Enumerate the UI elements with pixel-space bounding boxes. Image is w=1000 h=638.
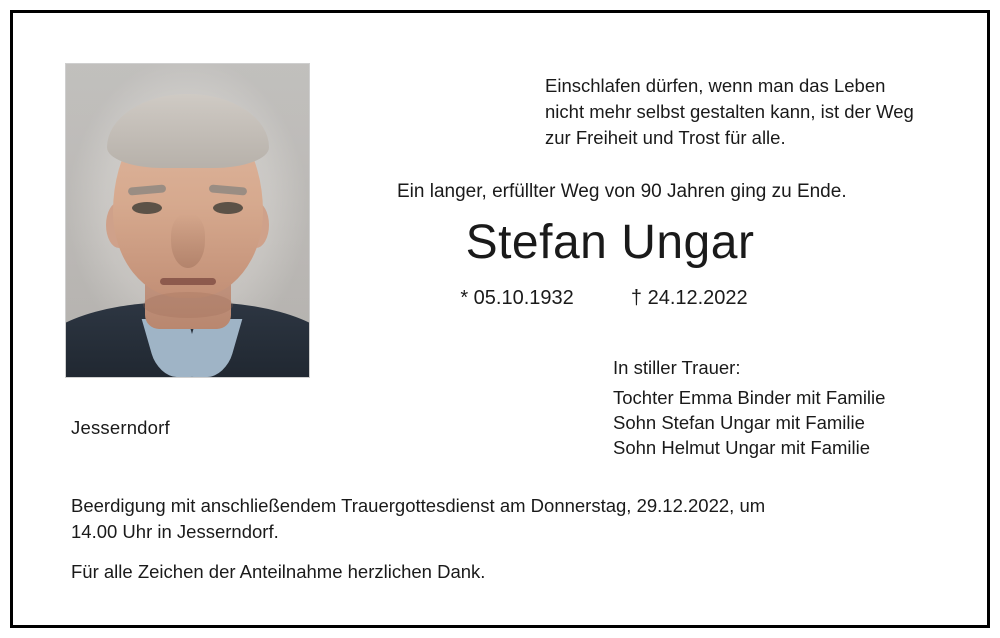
funeral-details (71, 493, 961, 545)
funeral-line-1: Beerdigung mit anschließendem Trauergottesdienst am Donnerstag, 29.12.2022, um (71, 495, 766, 516)
portrait-hair (107, 94, 269, 168)
portrait-eye-right (213, 202, 243, 214)
motto-line-1: Einschlafen dürfen, wenn man das Leben (545, 75, 886, 96)
mourner-item: Tochter Emma Binder mit Familie (613, 387, 886, 408)
deceased-name: Stefan Ungar (465, 216, 755, 269)
thanks-line: Für alle Zeichen der Anteilnahme herzlichen Dank. (71, 561, 486, 582)
lead-sentence: Ein langer, erfüllter Weg von 90 Jahren ging zu Ende. (397, 181, 847, 202)
mourner-item: Sohn Helmut Ungar mit Familie (613, 437, 871, 458)
portrait-mouth (160, 278, 216, 285)
life-dates (13, 287, 987, 310)
motto-line-3: zur Freiheit und Trost für alle. (545, 127, 786, 148)
mourner-item: Sohn Stefan Ungar mit Familie (613, 412, 865, 433)
motto-line-2: nicht mehr selbst gestalten kann, ist der Weg (545, 101, 914, 122)
portrait-eye-left (132, 202, 162, 214)
motto-text (545, 73, 965, 151)
death-date: † 24.12.2022 (630, 287, 748, 309)
notice-content (13, 13, 987, 625)
mourners-heading: In stiller Trauer: (613, 357, 741, 378)
funeral-line-2: 14.00 Uhr in Jesserndorf. (71, 521, 279, 542)
mourners-block (613, 355, 885, 460)
place-label: Jesserndorf (71, 417, 170, 438)
birth-date: * 05.10.1932 (460, 287, 574, 309)
notice-border-frame (10, 10, 990, 628)
